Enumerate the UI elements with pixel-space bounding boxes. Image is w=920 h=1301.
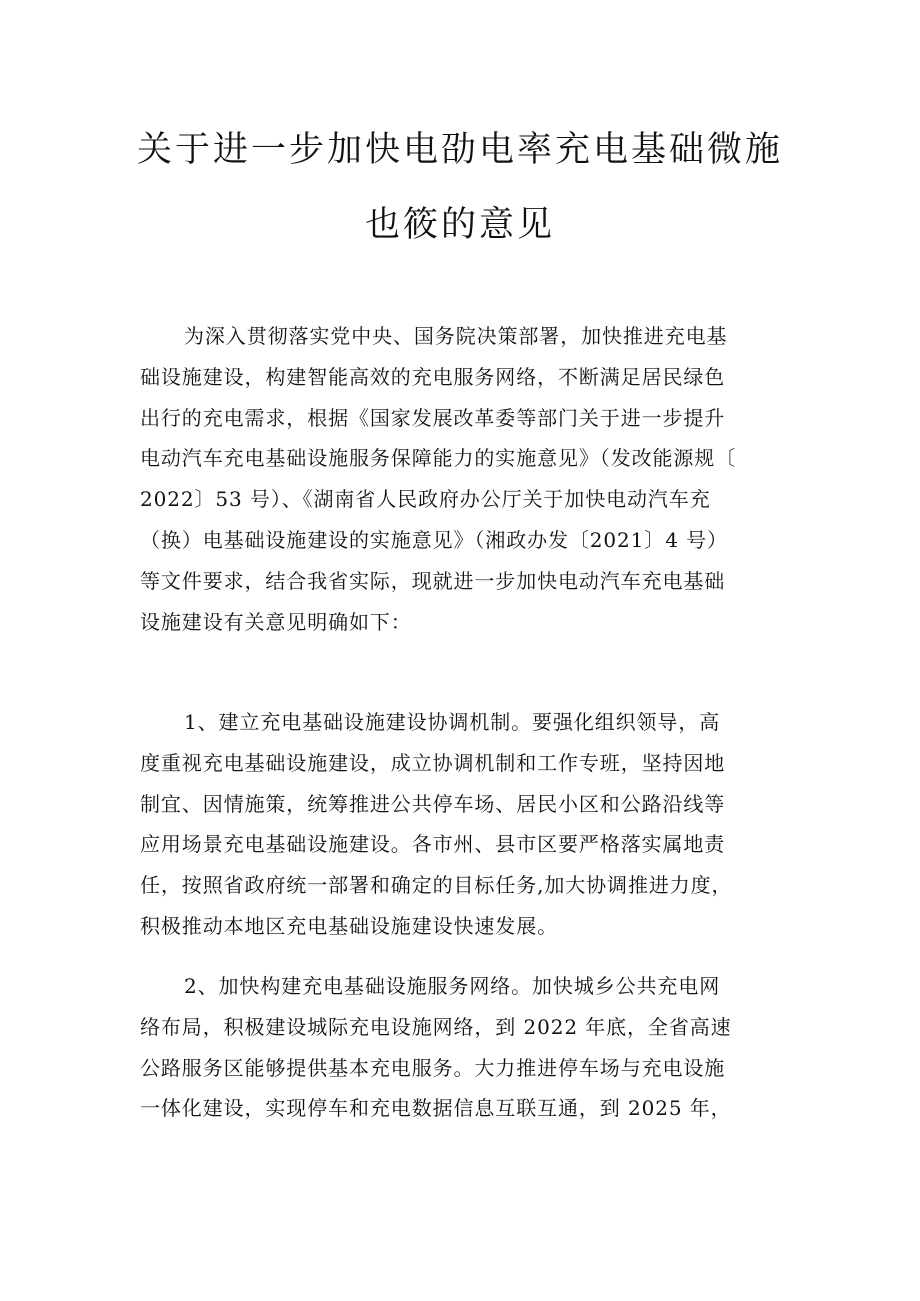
document-title-line-2: 也筱的意见 <box>364 205 555 245</box>
document-title-line-1: 关于进一步加快电劭电率充电基础微施 <box>136 130 783 170</box>
paragraph-item-1 <box>140 702 800 947</box>
paragraph-line: （换）电基础设施建设的实施意见》（湘政办发〔2021〕4 号） <box>140 527 728 552</box>
paragraph-line: 设施建设有关意见明确如下： <box>140 609 412 634</box>
paragraph-line: 1、建立充电基础设施建设协调机制。要强化组织领导，高 <box>184 710 721 734</box>
paragraph-line: 公路服务区能够提供基本充电服务。大力推进停车场与充电设施 <box>140 1055 726 1080</box>
paragraph-line: 任，按照省政府统一部署和确定的目标任务,加大协调推进力度， <box>140 873 733 898</box>
paragraph-line: 等文件要求，结合我省实际，现就进一步加快电动汽车充电基础 <box>140 568 726 593</box>
paragraph-intro <box>140 316 800 642</box>
paragraph-line: 为深入贯彻落实党中央、国务院决策部署，加快推进充电基 <box>184 324 728 348</box>
paragraph-item-2 <box>140 966 800 1129</box>
paragraph-line: 制宜、因情施策，统筹推进公共停车场、居民小区和公路沿线等 <box>140 791 726 816</box>
paragraph-line: 础设施建设，构建智能高效的充电服务网络，不断满足居民绿色 <box>140 364 726 389</box>
paragraph-line: 应用场景充电基础设施建设。各市州、县市区要严格落实属地责 <box>140 832 726 857</box>
paragraph-line: 2、加快构建充电基础设施服务网络。加快城乡公共充电网 <box>184 974 721 998</box>
paragraph-line: 出行的充电需求，根据《国家发展改革委等部门关于进一步提升 <box>140 405 726 430</box>
paragraph-line: 积极推动本地区充电基础设施建设快速发展。 <box>140 913 558 938</box>
paragraph-line: 度重视充电基础设施建设，成立协调机制和工作专班，坚持因地 <box>140 750 726 775</box>
paragraph-line: 络布局，积极建设城际充电设施网络，到 2022 年底，全省高速 <box>140 1014 732 1039</box>
paragraph-line: 一体化建设，实现停车和充电数据信息互联互通，到 2025 年， <box>140 1096 732 1121</box>
paragraph-line: 电动汽车充电基础设施服务保障能力的实施意见》（发改能源规〔 <box>140 446 737 471</box>
paragraph-line: 2022〕53 号）、《湖南省人民政府办公厅关于加快电动汽车充 <box>140 487 711 512</box>
